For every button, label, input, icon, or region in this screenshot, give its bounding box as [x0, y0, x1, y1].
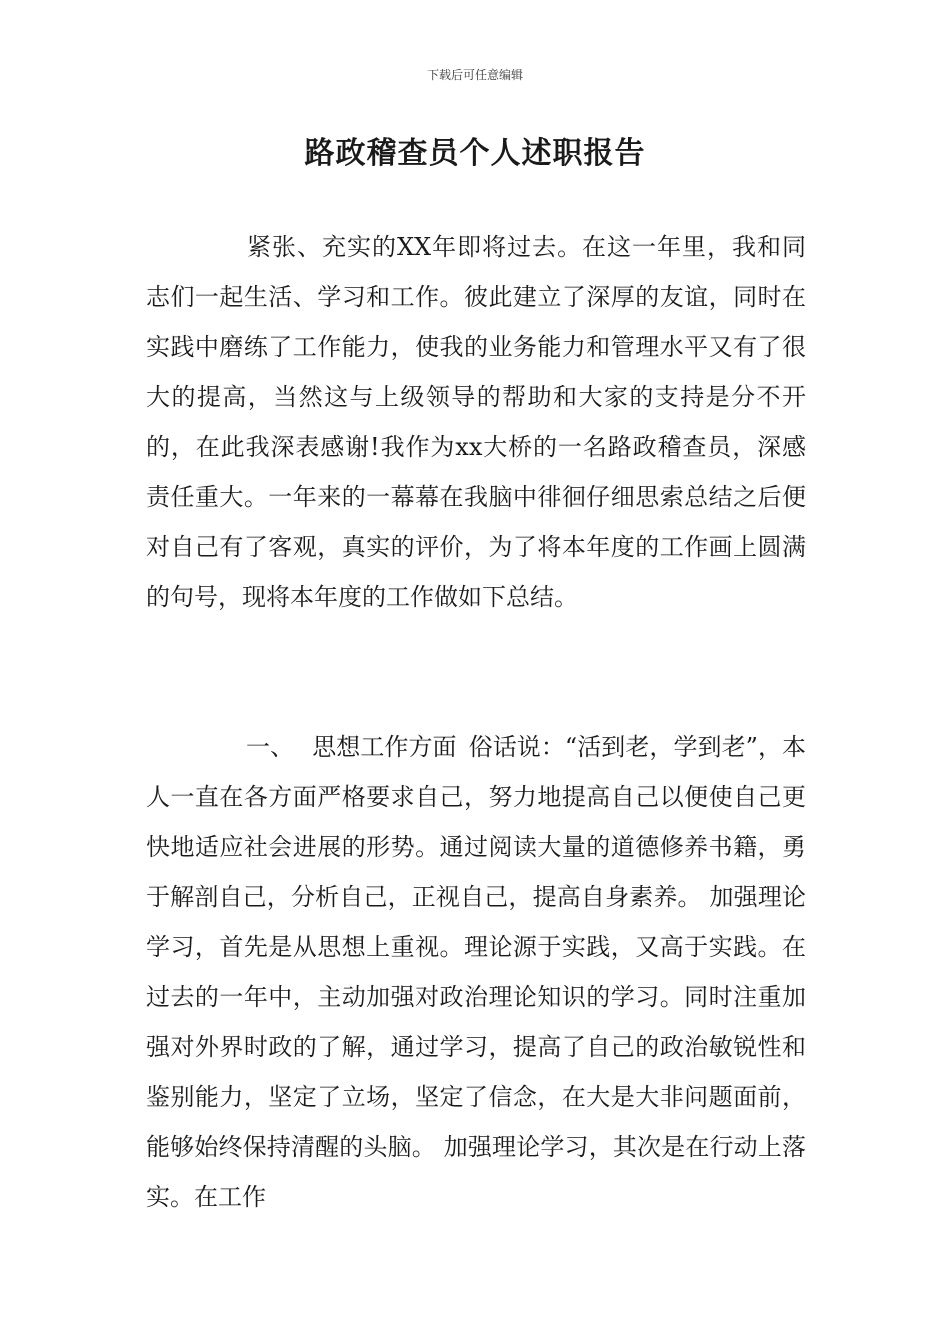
- paragraph-intro-text: 紧张、充实的XX年即将过去。在这一年里，我和同志们一起生活、学习和工作。彼此建立了深厚的友谊，同时在实践中磨练了工作能力，使我的业务能力和管理水平又有了很大的提高，当然这与上级领导的帮助和大家的支持是分不开的，在此我深表感谢!我作为xx大桥的一名路政稽查员，深感责任重大。一年来的一幕幕在我脑中徘徊仔细思索总结之后便对自己有了客观，真实的评价，为了将本年度的工作画上圆满的句号，现将本年度的工作做如下总结。: [146, 233, 806, 611]
- document-title: 路政稽查员个人述职报告: [304, 136, 646, 171]
- section-heading: 思想工作方面: [312, 733, 457, 761]
- section-one-text: 俗话说：“活到老，学到老”，本人一直在各方面严格要求自己，努力地提高自己以便使自己更快地适应社会进展的形势。通过阅读大量的道德修养书籍，勇于解剖自己，分析自己，正视自己，提高自身素养。 加强理论学习，首先是从思想上重视。理论源于实践，又高于实践。在过去的一年中，主动加强对政治理论知识的学习。同时注重加强对外界时政的了解，通过学习，提高了自己的政治敏锐性和鉴别能力，坚定了立场，坚定了信念，在大是大非问题面前，能够始终保持清醒的头脑。 加强理论学习，其次是在行动上落实。在工作: [146, 733, 807, 1211]
- paragraph-section-one: [146, 722, 806, 1222]
- header-note: 下载后可任意编辑: [426, 68, 523, 82]
- paragraph-intro: [146, 222, 806, 622]
- section-number: 一、: [246, 733, 295, 761]
